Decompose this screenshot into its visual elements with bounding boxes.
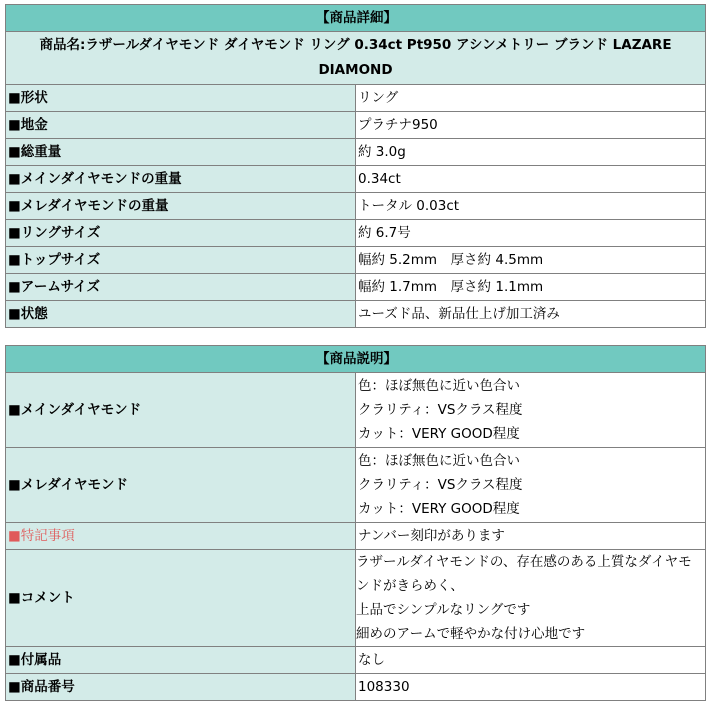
table-row xyxy=(6,85,706,112)
comment-value xyxy=(356,550,706,647)
melee-diamond-color: 色：ほぼ無色に近い色合い xyxy=(358,453,520,469)
table-row xyxy=(6,523,706,550)
table-row xyxy=(6,274,706,301)
row-label: ■トップサイズ xyxy=(6,247,356,274)
product-title: 商品名:ラザールダイヤモンド ダイヤモンド リング 0.34ct Pt950 アシンメトリー ブランド LAZARE DIAMOND xyxy=(6,32,706,85)
row-value: リング xyxy=(356,85,706,112)
row-label: ■リングサイズ xyxy=(6,220,356,247)
item-number-label: ■商品番号 xyxy=(6,674,356,701)
table-row xyxy=(6,112,706,139)
product-details-table xyxy=(5,4,706,328)
table-row xyxy=(6,674,706,701)
row-label: ■アームサイズ xyxy=(6,274,356,301)
main-diamond-color: 色：ほぼ無色に近い色合い xyxy=(358,378,520,394)
row-label: ■形状 xyxy=(6,85,356,112)
main-diamond-clarity: クラリティ：VSクラス程度 xyxy=(358,402,523,418)
row-label: ■メレダイヤモンドの重量 xyxy=(6,193,356,220)
row-value: 約 3.0g xyxy=(356,139,706,166)
row-value: 0.34ct xyxy=(356,166,706,193)
table-row xyxy=(6,139,706,166)
table-row xyxy=(6,247,706,274)
row-value: 幅約 5.2mm 厚さ約 4.5mm xyxy=(356,247,706,274)
table-row xyxy=(6,193,706,220)
description-header: 【商品説明】 xyxy=(6,346,706,373)
product-description-table xyxy=(5,345,706,701)
row-label: ■地金 xyxy=(6,112,356,139)
row-label: ■メインダイヤモンドの重量 xyxy=(6,166,356,193)
row-value: ユーズド品、新品仕上げ加工済み xyxy=(356,301,706,328)
row-value: 約 6.7号 xyxy=(356,220,706,247)
details-header: 【商品詳細】 xyxy=(6,5,706,32)
table-row xyxy=(6,220,706,247)
main-diamond-cut: カット：VERY GOOD程度 xyxy=(358,426,520,442)
comment-line: 上品でシンプルなリングです xyxy=(356,602,531,618)
row-value: トータル 0.03ct xyxy=(356,193,706,220)
accessories-label: ■付属品 xyxy=(6,647,356,674)
accessories-value: なし xyxy=(356,647,706,674)
melee-diamond-label: ■メレダイヤモンド xyxy=(6,448,356,523)
comment-label: ■コメント xyxy=(6,550,356,647)
row-label: ■状態 xyxy=(6,301,356,328)
special-note-label: ■特記事項 xyxy=(6,523,356,550)
row-value: 幅約 1.7mm 厚さ約 1.1mm xyxy=(356,274,706,301)
table-row xyxy=(6,373,706,448)
special-note-value: ナンバー刻印があります xyxy=(356,523,706,550)
main-diamond-label: ■メインダイヤモンド xyxy=(6,373,356,448)
table-row xyxy=(6,647,706,674)
comment-line: 細めのアームで軽やかな付け心地です xyxy=(356,626,586,642)
melee-diamond-value xyxy=(356,448,706,523)
main-diamond-value xyxy=(356,373,706,448)
table-row xyxy=(6,301,706,328)
table-row xyxy=(6,166,706,193)
table-row xyxy=(6,550,706,647)
table-row xyxy=(6,448,706,523)
comment-line: ラザールダイヤモンドの、存在感のある上質なダイヤモンドがきらめく、 xyxy=(356,554,692,594)
melee-diamond-clarity: クラリティ：VSクラス程度 xyxy=(358,477,523,493)
row-label: ■総重量 xyxy=(6,139,356,166)
item-number-value: 108330 xyxy=(356,674,706,701)
row-value: プラチナ950 xyxy=(356,112,706,139)
melee-diamond-cut: カット：VERY GOOD程度 xyxy=(358,501,520,517)
